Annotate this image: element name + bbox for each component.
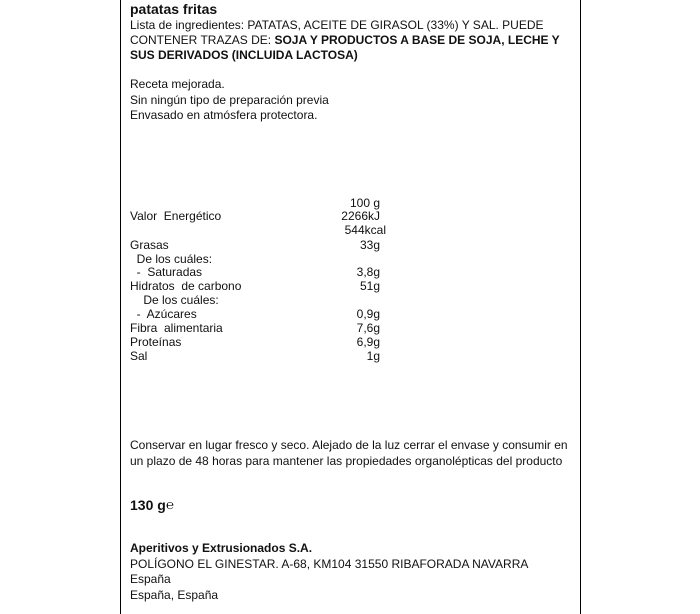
- note-recipe: Receta mejorada.: [130, 77, 225, 91]
- nutrition-value: 544kcal: [344, 223, 386, 237]
- origin-country: España, España: [130, 588, 219, 602]
- nutrition-label: - Saturadas: [130, 265, 203, 279]
- company-country: España: [130, 572, 171, 586]
- nutrition-label: Sal: [130, 349, 148, 363]
- nutrition-label: Valor Energético: [130, 209, 222, 223]
- nutrition-value: 6,9g: [356, 335, 380, 349]
- estimated-sign-icon: ℮: [166, 497, 174, 512]
- note-preparation: Sin ningún tipo de preparación previa: [130, 93, 329, 107]
- nutrition-label: De los cuáles:: [130, 252, 213, 266]
- nutrition-value: 7,6g: [356, 321, 380, 335]
- nutrition-value: 51g: [359, 279, 380, 293]
- ingredients-text: [130, 18, 575, 63]
- company-address: POLÍGONO EL GINESTAR. A-68, KM104 31550 RIBAFORADA NAVARRA: [130, 557, 529, 571]
- nutrition-label: De los cuáles:: [130, 293, 219, 307]
- nutrition-label: Fibra alimentaria: [130, 321, 223, 335]
- nutrition-label: Hidratos de carbono: [130, 279, 242, 293]
- nutrition-column-header: 100 g: [349, 196, 380, 210]
- nutrition-label: - Azúcares: [130, 307, 197, 321]
- nutrition-value: 33g: [359, 238, 380, 252]
- nutrition-value: 3,8g: [356, 265, 380, 279]
- allergen-warning: SOJA Y PRODUCTOS A BASE DE SOJA, LECHE Y SUS DERIVADOS (INCLUIDA LACTOSA): [130, 33, 560, 62]
- storage-instructions: Conservar en lugar fresco y seco. Alejado de la luz cerrar el envase y consumir en un plazo de 48 horas para mantener las propiedades organolépticas del producto: [130, 438, 568, 468]
- net-weight: 130 g: [130, 497, 166, 513]
- nutrition-value: 2266kJ: [341, 209, 380, 223]
- ingredients-list: Lista de ingredientes: PATATAS, ACEITE DE GIRASOL (33%) Y SAL. PUEDE CONTENER TRAZAS DE:: [130, 18, 544, 47]
- nutrition-label: Grasas: [130, 238, 169, 252]
- nutrition-label: Proteínas: [130, 335, 182, 349]
- product-title: patatas fritas: [130, 1, 218, 17]
- nutrition-value: 1g: [366, 349, 380, 363]
- nutrition-value: 0,9g: [356, 307, 380, 321]
- company-name: Aperitivos y Extrusionados S.A.: [130, 541, 313, 555]
- note-packaging: Envasado en atmósfera protectora.: [130, 108, 318, 122]
